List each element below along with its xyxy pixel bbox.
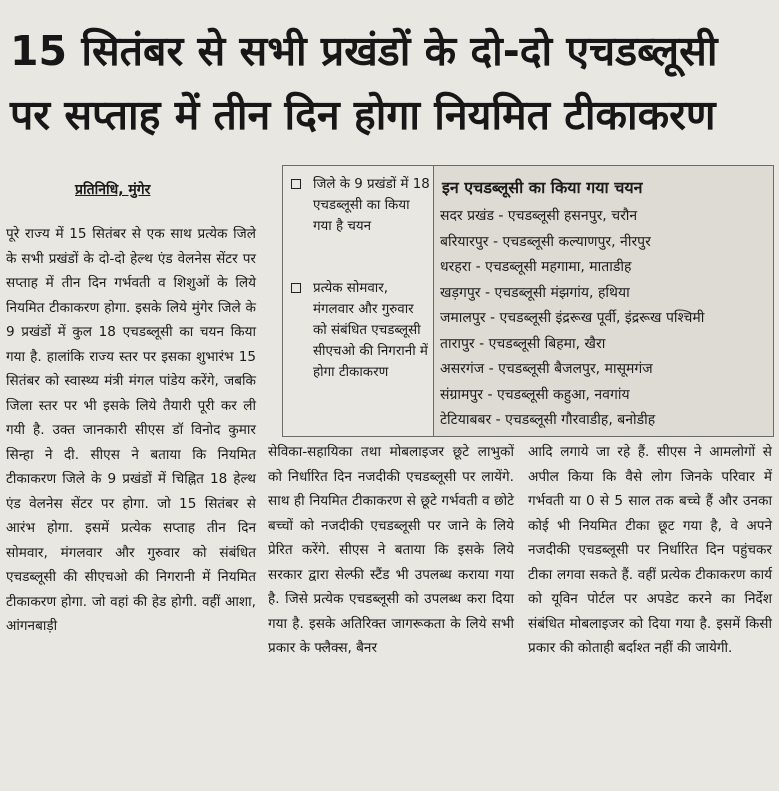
article-column-2 xyxy=(268,440,514,661)
article-column-3 xyxy=(528,440,772,661)
list-item: बरियारपुर - एचडब्लूसी कल्याणपुर, नीरपुर xyxy=(440,233,651,250)
list-item: संग्रामपुर - एचडब्लूसी कहुआ, नवगांय xyxy=(440,386,630,403)
square-bullet-icon xyxy=(291,179,301,189)
selection-list xyxy=(440,204,770,434)
column-2-text: सेविका-सहायिका तथा मोबलाइजर छूटे लाभुकों को निर्धारित दिन नजदीकी एचडब्लूसी पर लायेंगे. साथ ही नियमित टीकाकरण से छूटे गर्भवती व छोटे बच्चों को नजदीकी एचडब्लूसी पर जाने के लिये प्रेरित करेंगे. सीएस ने बताया कि इसके लिये सरकार द्वारा सेल्फी स्टैंड भी उपलब्ध कराया गया है. जिसे प्रत्येक एचडब्लूसी को उपलब्ध करा दिया गया है. इसके अतिरिक्त जागरूकता के लिये सभी प्रकार के फ्लैक्स, बैनर xyxy=(268,444,514,656)
highlights-panel xyxy=(283,166,434,436)
highlight-text: प्रत्येक सोमवार, मंगलवार और गुरुवार को संबंधित एचडब्लूसी सीएचओ की निगरानी में होगा टीकाकरण xyxy=(313,281,428,380)
list-item: जमालपुर - एचडब्लूसी इंद्ररूख पूर्वी, इंद्ररूख पश्चिमी xyxy=(440,310,705,326)
selection-panel xyxy=(434,166,773,436)
article-column-1 xyxy=(6,222,256,639)
column-1-text: पूरे राज्य में 15 सितंबर से एक साथ प्रत्येक जिले के सभी प्रखंडों के दो-दो हेल्थ एंड वेलनेस सेंटर पर सप्ताह में तीन दिन गर्भवती व शिशुओं के लिये नियमित टीकाकरण होगा. इसके लिये मुंगेर जिले के 9 प्रखंडों में कुल 18 एचडब्लूसी का चयन किया गया है. हालांकि राज्य स्तर पर इसका शुभारंभ 15 सितंबर को स्वास्थ्य मंत्री मंगल पांडेय करेंगे, जबकि जिला स्तर पर भी इसके लिये तैयारी पूरी कर ली गयी है. उक्त जानकारी सीएस डॉ विनोद कुमार सिन्हा ने दी. सीएस ने बताया कि नियमित टीकाकरण जिले के 9 प्रखंडों में चिह्नित 18 हेल्थ एंड वेलनेस सेंटर पर होगा. जो 15 सितंबर से आरंभ होगा. इसमें प्रत्येक सप्ताह तीन दिन सोमवार, मंगलवार और गुरुवार को संबंधित एचडब्लूसी की सीएचओ की निगरानी में नियमित टीकाकरण होगा. जो वहां की हेड होगी. वहीं आशा, आंगनबाड़ी xyxy=(6,226,256,634)
selection-title: इन एचडब्लूसी का किया गया चयन xyxy=(442,178,643,197)
info-box xyxy=(282,165,774,437)
byline: प्रतिनिधि, मुंगेर xyxy=(75,182,151,198)
square-bullet-icon xyxy=(291,283,301,293)
headline-line-1: 15 सितंबर से सभी प्रखंडों के दो-दो एचडब्लूसी xyxy=(10,27,718,75)
headline-line-2: पर सप्ताह में तीन दिन होगा नियमित टीकाकरण xyxy=(10,91,716,139)
list-item: धरहरा - एचडब्लूसी महगामा, माताडीह xyxy=(440,259,632,275)
list-item: तारापुर - एचडब्लूसी बिहमा, खैरा xyxy=(440,335,606,352)
list-item: सदर प्रखंड - एचडब्लूसी हसनपुर, चरौन xyxy=(440,208,638,224)
list-item: खड़गपुर - एचडब्लूसी मंझगांय, हथिया xyxy=(440,284,630,301)
column-3-text: आदि लगाये जा रहे हैं. सीएस ने आमलोगों से अपील किया कि वैसे लोग जिनके परिवार में गर्भवती या 0 से 5 साल तक बच्चे हैं और उनका कोई भी नियमित टीका छूट गया है, वे अपने नजदीकी एचडब्लूसी पर निर्धारित दिन पहुंचकर टीका लगवा सकते हैं. वहीं प्रत्येक टीकाकरण कार्य को यूविन पोर्टल पर अपडेट करने का निर्देश संबंधित मोबलाइजर को दिया गया है. इसमें किसी प्रकार की कोताही बर्दाश्त नहीं की जायेगी. xyxy=(528,444,772,656)
list-item: टेटियाबबर - एचडब्लूसी गौरवाडीह, बनोडीह xyxy=(440,412,656,428)
list-item: असरगंज - एचडब्लूसी बैजलपुर, मासूमगंज xyxy=(440,361,653,377)
highlight-text: जिले के 9 प्रखंडों में 18 एचडब्लूसी का किया गया है चयन xyxy=(313,177,430,234)
